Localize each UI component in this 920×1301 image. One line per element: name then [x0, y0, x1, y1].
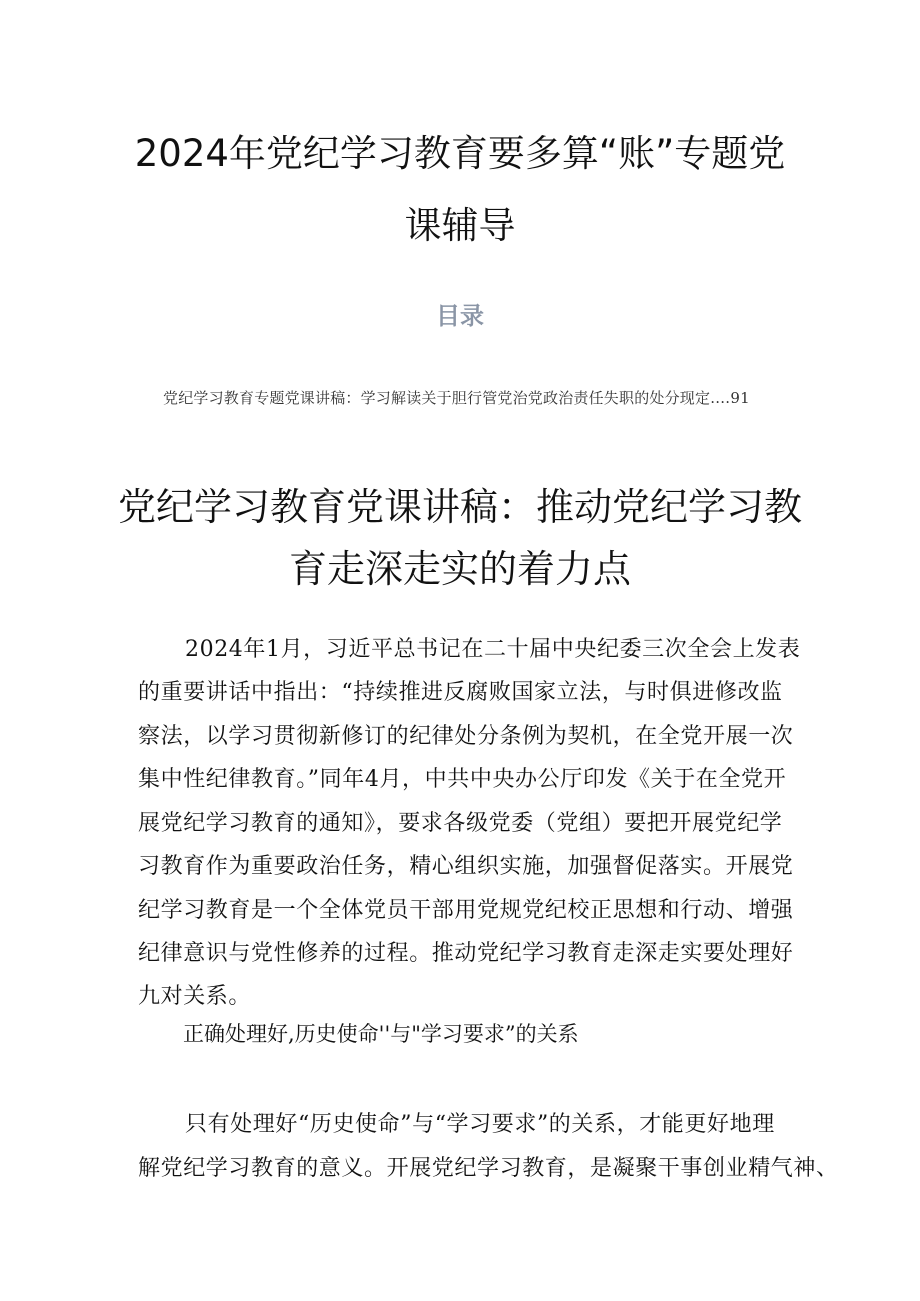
paragraph-line: 展党纪学习教育的通知》，要求各级党委（党组）要把开展党纪学 — [138, 811, 783, 836]
paragraph-line: 纪学习教育是一个全体党员干部用党规党纪校正思想和行动、增强 — [138, 898, 794, 923]
paragraph-line: 2024年1月，习近平总书记在二十届中央纪委三次全会上发表 — [185, 637, 801, 662]
paragraph-line: 九对关系。 — [138, 984, 252, 1009]
paragraph-line: 的重要讲话中指出：“持续推进反腐败国家立法，与时俱进修改监 — [138, 680, 783, 705]
paragraph-line: 察法，以学习贯彻新修订的纪律处分条例为契机，在全党开展一次 — [138, 724, 794, 749]
paragraph-line: 纪律意识与党性修养的过程。推动党纪学习教育走深走实要处理好 — [138, 941, 794, 966]
section-title-line-2: 育走深走实的着力点 — [288, 547, 631, 591]
paragraph-line: 解党纪学习教育的意义。开展党纪学习教育，是凝聚干事创业精气神、 — [138, 1156, 839, 1181]
document-title-line-2: 课辅导 — [404, 204, 516, 247]
paragraph-line: 只有处理好“历史使命”与“学习要求”的关系，才能更好地理 — [185, 1112, 775, 1137]
section-title-line-1: 党纪学习教育党课讲稿：推动党纪学习教 — [117, 485, 802, 529]
toc-entry[interactable]: 党纪学习教育专题党课讲稿：学习解读关于胆行管党治党政治责任失职的处分现定.…91 — [163, 389, 750, 407]
subheading: 正确处理好,历史使命''与"学习要求”的关系 — [183, 1022, 579, 1046]
paragraph-line: 集中性纪律教育。”同年4月，中共中央办公厅印发《关于在全党开 — [138, 767, 787, 792]
document-title-line-1: 2024年党纪学习教育要多算“账”专题党 — [134, 132, 786, 175]
paragraph-line: 习教育作为重要政治任务，精心组织实施，加强督促落实。开展党 — [138, 854, 794, 879]
toc-heading: 目录 — [436, 302, 484, 330]
